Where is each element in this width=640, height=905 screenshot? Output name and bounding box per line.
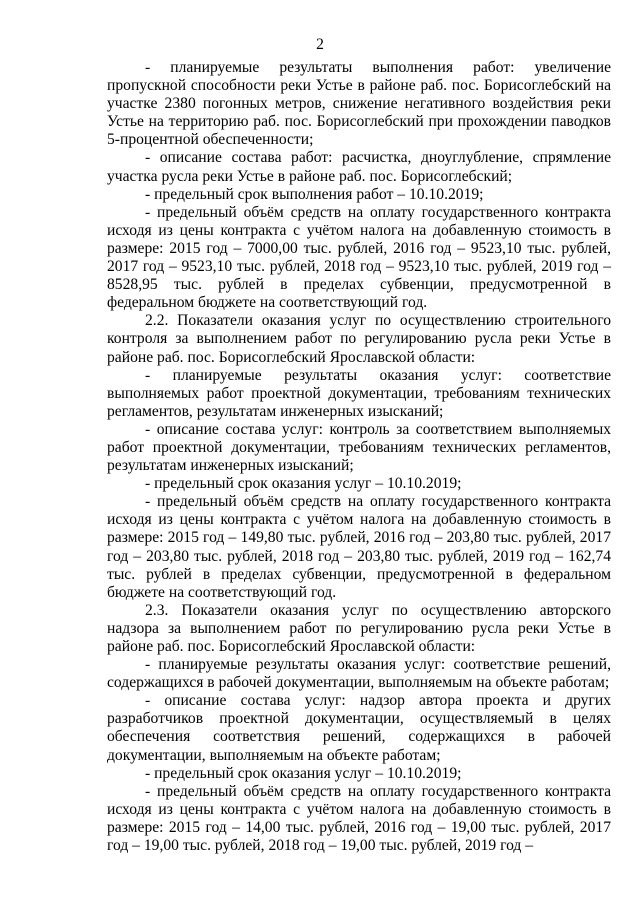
paragraph: - планируемые результаты оказания услуг: соответствие выполняемых работ проектной документации, требованиям технических регламентов, результатам инженерных изысканий; [107,366,611,420]
paragraph: - планируемые результаты выполнения работ: увеличение пропускной способности реки Устье в районе раб. пос. Борисоглебский на участке 2380 погонных метров, снижение негативного воздействия реки Устье на территорию раб. пос. Борисоглебский при прохождении паводков 5-процентной обеспеченности; [107,59,611,149]
paragraph: - описание состава услуг: надзор автора проекта и других разработчиков проектной документации, осуществляемый в целях обеспечения соответствия решений, содержащихся в рабочей документации, выполняемым на объекте работам; [107,692,611,764]
section-heading-paragraph: 2.2. Показатели оказания услуг по осуществлению строительного контроля за выполнением работ по регулированию русла реки Устье в районе раб. пос. Борисоглебский Ярославской области: [107,312,611,366]
page-number: 2 [316,36,324,53]
paragraph: - предельный срок оказания услуг – 10.10.2019; [145,475,462,493]
paragraph: - предельный объём средств на оплату государственного контракта исходя из цены контракта с учётом налога на добавленную стоимость в размере: 2015 год – 149,80 тыс. рублей, 2016 год – 203,80 тыс. рублей, 2017 год – 203,80 тыс. рублей, 2018 год – 203,80 тыс. рублей, 2019 год – 162,74 тыс. рублей в пределах субвенции, предусмотренной в федеральном бюджете на соответствующий год. [107,493,611,601]
document-body [107,59,611,855]
paragraph: - предельный объём средств на оплату государственного контракта исходя из цены контракта с учётом налога на добавленную стоимость в размере: 2015 год – 14,00 тыс. рублей, 2016 год – 19,00 тыс. рублей, 2017 год – 19,00 тыс. рублей, 2018 год – 19,00 тыс. рублей, 2019 год – [107,782,611,855]
paragraph: - описание состава работ: расчистка, дноуглубление, спрямление участка русла реки Устье в районе раб. пос. Борисоглебский; [107,149,611,185]
paragraph: - планируемые результаты оказания услуг: соответствие решений, содержащихся в рабочей документации, выполняемым на объекте работам; [107,656,611,692]
paragraph: - предельный срок оказания услуг – 10.10.2019; [145,764,462,782]
paragraph: - описание состава услуг: контроль за соответствием выполняемых работ проектной документации, требованиям технических регламентов, результатам инженерных изысканий; [107,420,611,475]
paragraph: - предельный срок выполнения работ – 10.10.2019; [145,185,484,203]
paragraph: - предельный объём средств на оплату государственного контракта исходя из цены контракта с учётом налога на добавленную стоимость в размере: 2015 год – 7000,00 тыс. рублей, 2016 год – 9523,10 тыс. рублей, 2017 год – 9523,10 тыс. рублей, 2018 год – 9523,10 тыс. рублей, 2019 год – 8528,95 тыс. рублей в пределах субвенции, предусмотренной в федеральном бюджете на соответствующий год. [107,203,611,312]
section-heading-paragraph: 2.3. Показатели оказания услуг по осуществлению авторского надзора за выполнением работ по регулированию русла реки Устье в районе раб. пос. Борисоглебский Ярославской области: [107,601,611,655]
